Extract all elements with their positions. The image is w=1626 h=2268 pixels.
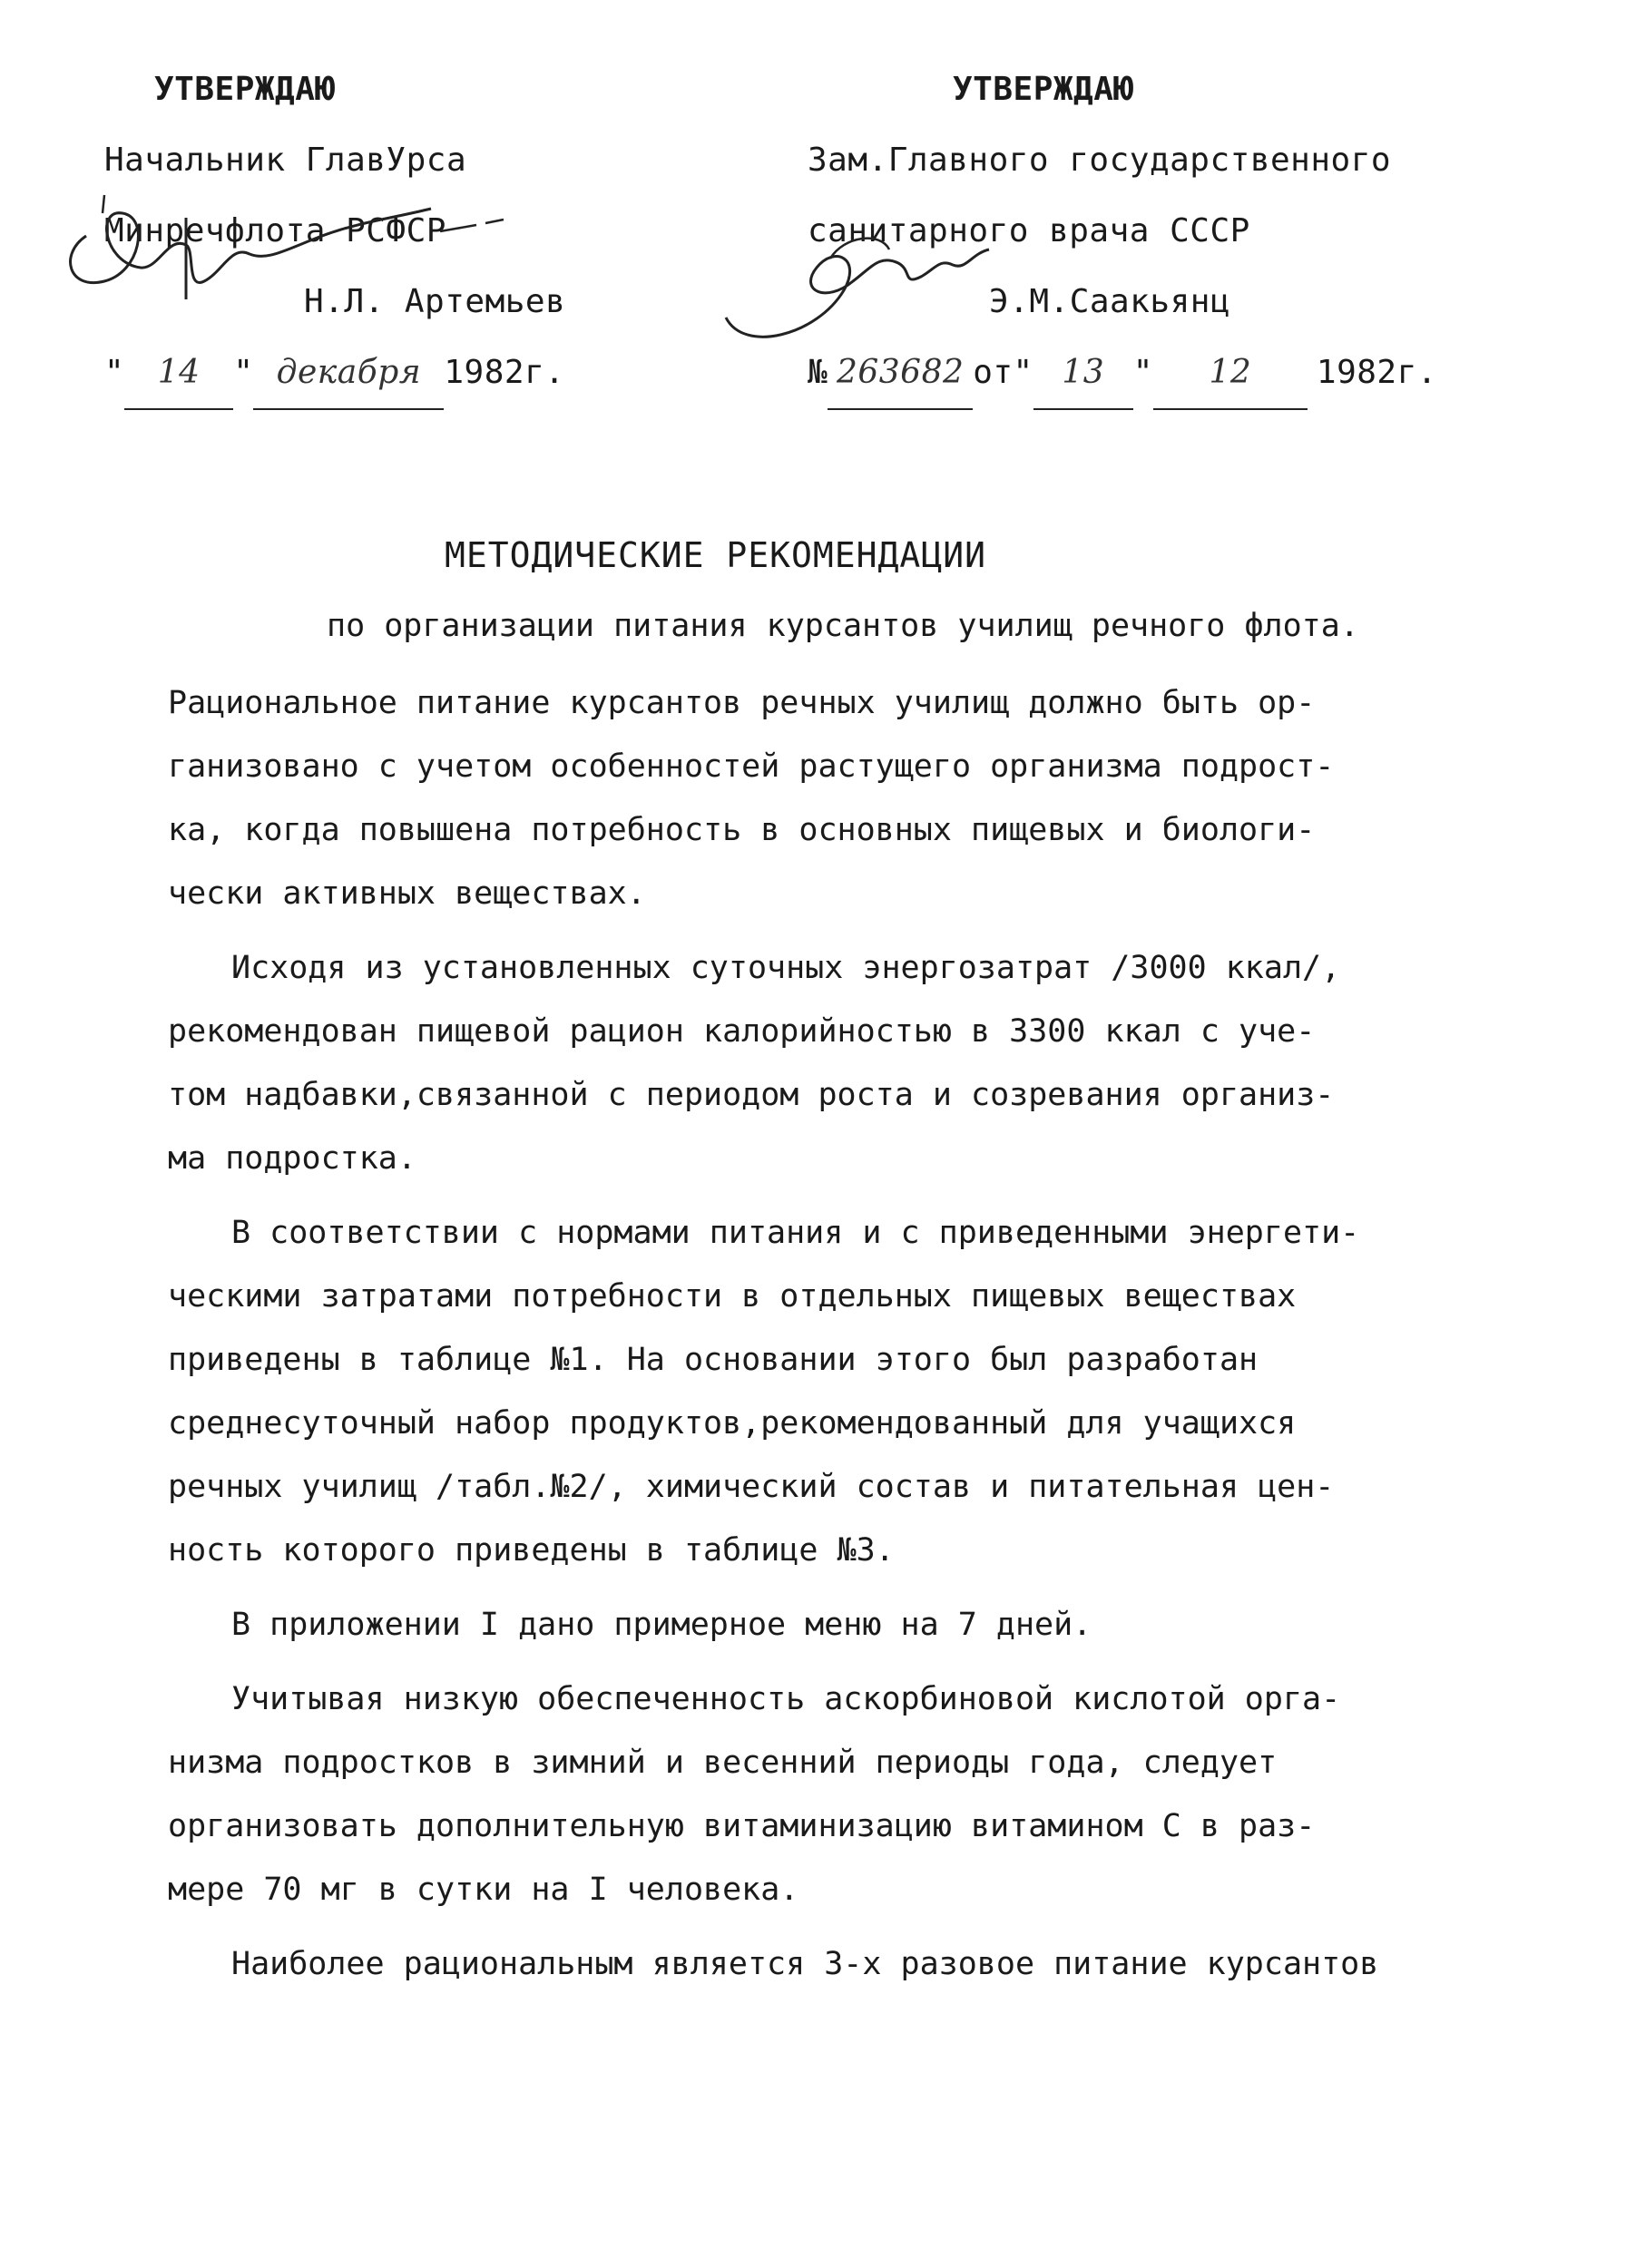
document-title: МЕТОДИЧЕСКИЕ РЕКОМЕНДАЦИИ — [445, 535, 986, 575]
paragraph-gap — [168, 1190, 1375, 1201]
document-number: 263682 — [828, 337, 973, 410]
approval-block-left — [104, 54, 612, 410]
paragraph-line: Рациональное питание курсантов речных училищ должно быть ор- — [168, 685, 1316, 721]
document-subtitle: по организации питания курсантов училищ речного флота. — [327, 608, 1359, 644]
paragraph-line: мере 70 мг в сутки на I человека. — [168, 1872, 799, 1908]
date-month-left: декабря — [253, 337, 444, 410]
paragraph-line: Учитывая низкую обеспеченность аскорбиновой кислотой орга- — [231, 1681, 1341, 1717]
paragraph — [168, 1593, 1375, 1667]
approval-position-right-2: санитарного врача СССР — [808, 212, 1250, 249]
date-month-right: 12 — [1153, 337, 1308, 410]
paragraph-line: Исходя из установленных суточных энергозатрат /3000 ккал/, — [231, 950, 1341, 986]
paragraph — [168, 671, 1375, 936]
date-year-left: 1982г. — [444, 354, 565, 391]
approval-block-right — [808, 54, 1588, 410]
date-day-left: 14 — [124, 337, 233, 410]
paragraph-line: рекомендован пищевой рацион калорийностью в 3300 ккал с уче- — [168, 1013, 1316, 1050]
paragraph-line: приведены в таблице №1. На основании этого был разработан — [168, 1342, 1259, 1378]
date-from-right: от" — [973, 354, 1033, 391]
date-quote-open: " — [104, 354, 125, 391]
document-body — [168, 671, 1379, 2007]
approval-heading-right: УТВЕРЖДАЮ — [953, 71, 1134, 108]
approval-name-left: Н.Л. Артемьев — [304, 283, 566, 320]
paragraph-line: Наиболее рациональным является 3-х разовое питание курсантов — [231, 1946, 1379, 1982]
paragraph-gap — [168, 1582, 1375, 1593]
date-year-right: 1982г. — [1316, 354, 1437, 391]
paragraph-gap — [168, 1921, 1375, 1932]
paragraph-line: ческими затратами потребности в отдельных пищевых веществах — [168, 1278, 1297, 1315]
paragraph-gap — [168, 1657, 1375, 1667]
date-quote-close: " — [233, 354, 254, 391]
paragraph — [168, 1667, 1375, 1932]
approval-position-left-1: Начальник ГлавУрса — [104, 142, 467, 179]
paragraph-line: ганизовано с учетом особенностей растущего организма подрост- — [168, 748, 1335, 785]
paragraph-line: ма подростка. — [168, 1140, 416, 1177]
number-prefix: № — [808, 354, 828, 391]
date-quote-close-right: " — [1132, 354, 1153, 391]
approval-date-right — [808, 337, 1588, 410]
paragraph-line: низма подростков в зимний и весенний периоды года, следует — [168, 1745, 1278, 1781]
paragraph-gap — [168, 1996, 1375, 2007]
paragraph-line: чески активных веществах. — [168, 875, 646, 912]
approval-heading-left: УТВЕРЖДАЮ — [154, 71, 336, 108]
paragraph-line: том надбавки,связанной с периодом роста и созревания организ- — [168, 1077, 1335, 1113]
approval-position-right-1: Зам.Главного государственного — [808, 142, 1392, 179]
paragraph-line: ка, когда повышена потребность в основных пищевых и биологи- — [168, 812, 1316, 848]
paragraph-line: В соответствии с нормами питания и с приведенными энергети- — [231, 1215, 1360, 1251]
paragraph — [168, 1201, 1375, 1593]
paragraph-line: речных училищ /табл.№2/, химический состав и питательная цен- — [168, 1469, 1335, 1505]
approval-name-right: Э.М.Саакьянц — [989, 283, 1231, 320]
paragraph-line: В приложении I дано примерное меню на 7 дней. — [231, 1607, 1092, 1643]
approval-date-left — [104, 337, 612, 410]
approval-position-left-2: Минречфлота РСФСР — [104, 212, 446, 249]
paragraph-line: организовать дополнительную витаминизацию витамином С в раз- — [168, 1808, 1316, 1844]
paragraph-line: среднесуточный набор продуктов,рекомендованный для учащихся — [168, 1405, 1297, 1442]
paragraph-line: ность которого приведены в таблице №3. — [168, 1532, 895, 1569]
paragraph-gap — [168, 925, 1375, 936]
paragraph — [168, 1932, 1379, 2007]
paragraph — [168, 936, 1375, 1201]
date-day-right: 13 — [1033, 337, 1133, 410]
